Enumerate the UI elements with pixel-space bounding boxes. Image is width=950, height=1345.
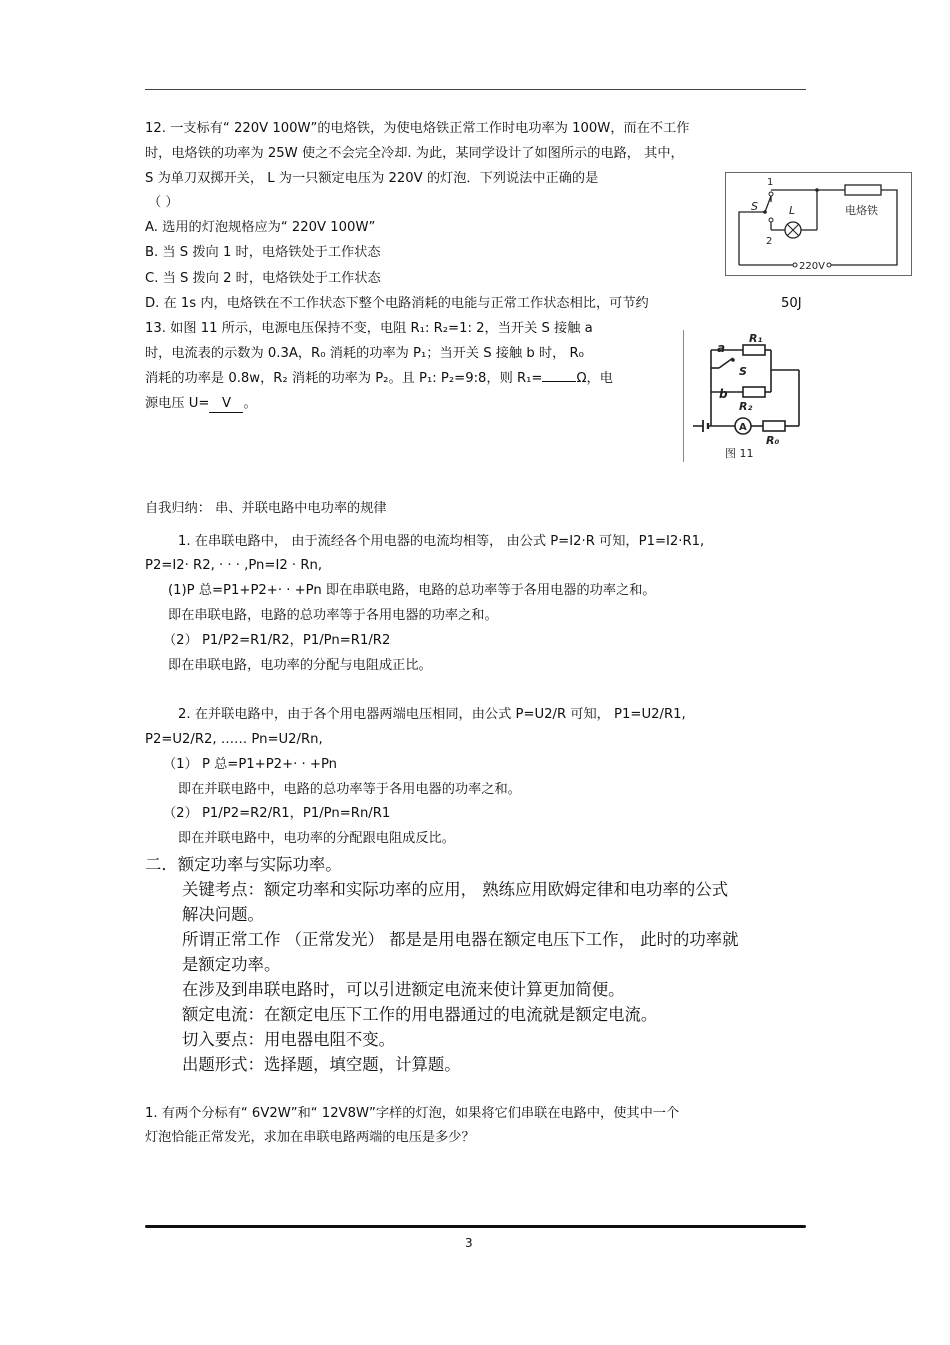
- q12-option-c: C. 当 S 拨向 2 时，电烙铁处于工作状态: [145, 271, 381, 286]
- q12-option-a: A. 选用的灯泡规格应为“ 220V 100W”: [145, 220, 376, 235]
- q12-answer-bracket: （ ）: [148, 195, 179, 210]
- summary-parallel-rule-2: （2） P1/P2=R2/R1，P1/Pn=Rn/R1: [163, 806, 391, 821]
- q12-line-2: 时，电烙铁的功率为 25W 使之不会完全冷却. 为此，某同学设计了如图所示的电路， 其中，: [145, 146, 684, 161]
- q12-line-3: S 为单刀双掷开关， L 为一只额定电压为 220V 的灯泡．下列说法中正确的是: [145, 171, 599, 186]
- section-2-line-5: 在涉及到串联电路时，可以引进额定电流来使计算更加简便。: [182, 980, 625, 999]
- q13-figure-label-s: S: [739, 365, 747, 378]
- q12-figure-iron-label: 电烙铁: [845, 204, 878, 217]
- q13-line-4: [145, 396, 257, 413]
- q13-blank-r1[interactable]: [542, 381, 576, 382]
- q12-option-b: B. 当 S 拨向 1 时，电烙铁处于工作状态: [145, 245, 381, 260]
- summary-series-line-2: P2=I2· R2, · · · ,Pn=I2 · Rn,: [145, 558, 323, 573]
- q13-figure-label-r2: R₂: [739, 400, 753, 413]
- q12-option-d: D. 在 1s 内，电烙铁在不工作状态下整个电路消耗的电能与正常工作状态相比，可节约: [145, 296, 649, 311]
- q12-figure-label-2: 2: [766, 236, 773, 247]
- q13-line-1: 13. 如图 11 所示，电源电压保持不变，电阻 R₁: R₂=1: 2，当开关 S 接触 a: [145, 321, 593, 336]
- section-2-line-4: 是额定功率。: [182, 955, 281, 974]
- summary-parallel-rule-1-note: 即在并联电路中，电路的总功率等于各用电器的功率之和。: [178, 782, 521, 797]
- summary-series-rule-2-note: 即在串联电路，电功率的分配与电阻成正比。: [168, 658, 432, 673]
- summary-series-line-1: 1. 在串联电路中， 由于流经各个用电器的电流均相等， 由公式 P=I2·R 可知，P1=I2·R1,: [178, 534, 705, 549]
- summary-heading: 自我归纳： 串、并联电路中电功率的规律: [145, 501, 387, 516]
- problem-1-line-1: 1. 有两个分标有“ 6V2W”和“ 12V8W”字样的灯泡，如果将它们串联在电路中，使其中一个: [145, 1106, 680, 1121]
- summary-parallel-rule-1: （1） P 总=P1+P2+· · +Pn: [163, 757, 338, 772]
- summary-series-rule-2: （2） P1/P2=R1/R2，P1/Pn=R1/R2: [163, 633, 391, 648]
- summary-series-rule-1: (1)P 总=P1+P2+· · +Pn 即在串联电路，电路的总功率等于各用电器的功率之和。: [168, 583, 656, 598]
- q13-line-3: [145, 371, 613, 387]
- summary-parallel-rule-2-note: 即在并联电路中，电功率的分配跟电阻成反比。: [178, 831, 455, 846]
- q13-line-2: 时，电流表的示数为 0.3A，R₀ 消耗的功率为 P₁；当开关 S 接触 b 时， R₀: [145, 346, 584, 361]
- summary-parallel-line-1: 2. 在并联电路中，由于各个用电器两端电压相同，由公式 P=U2/R 可知， P1=U2/R1,: [178, 707, 686, 722]
- q12-figure-label-l: L: [789, 204, 796, 217]
- summary-parallel-line-2: P2=U2/R2, …… Pn=U2/Rn,: [145, 732, 323, 747]
- q13-line-4-end: 。: [243, 396, 257, 411]
- q13-line-3-end: Ω，电: [576, 371, 613, 386]
- q13-figure-label-r0: R₀: [766, 434, 780, 447]
- q12-figure-label-1: 1: [767, 177, 774, 188]
- section-2-line-8: 出题形式：选择题，填空题，计算题。: [182, 1055, 461, 1074]
- header-rule: [145, 89, 806, 90]
- q13-circuit-figure: [683, 330, 807, 462]
- q13-figure-ammeter-label: A: [739, 422, 747, 433]
- page-number: 3: [465, 1236, 473, 1250]
- q13-line-3-text: 消耗的功率是 0.8w，R₂ 消耗的功率为 P₂。且 P₁: P₂=9:8，则 R₁=: [145, 371, 543, 386]
- summary-series-rule-1-note: 即在串联电路，电路的总功率等于各用电器的功率之和。: [168, 608, 498, 623]
- q13-figure-label-r1: R₁: [749, 332, 763, 345]
- q12-line-1: 12. 一支标有“ 220V 100W”的电烙铁，为使电烙铁正常工作时电功率为 100W，而在不工作: [145, 121, 690, 136]
- q13-blank-voltage[interactable]: V: [209, 396, 243, 413]
- section-2-line-2: 解决问题。: [182, 905, 264, 924]
- section-2-line-1: 关键考点：额定功率和实际功率的应用， 熟练应用欧姆定律和电功率的公式: [182, 880, 729, 899]
- problem-1-line-2: 灯泡恰能正常发光，求加在串联电路两端的电压是多少？: [145, 1130, 475, 1145]
- q12-circuit-figure: [725, 172, 913, 277]
- q13-figure-label-b: b: [719, 387, 728, 401]
- q13-figure-caption: 图 11: [725, 447, 754, 460]
- q12-option-d-value: 50J: [781, 296, 802, 311]
- section-2-line-3: 所谓正常工作 （正常发光） 都是是用电器在额定电压下工作， 此时的功率就: [182, 930, 739, 949]
- q12-figure-voltage-label: 220V: [799, 261, 825, 272]
- q12-figure-label-s: S: [751, 200, 758, 213]
- section-2-line-7: 切入要点：用电器电阻不变。: [182, 1030, 396, 1049]
- q13-line-4-text: 源电压 U=: [145, 396, 210, 411]
- section-2-title: 二．额定功率与实际功率。: [145, 855, 342, 874]
- footer-rule: [145, 1225, 806, 1228]
- section-2-line-6: 额定电流：在额定电压下工作的用电器通过的电流就是额定电流。: [182, 1005, 658, 1024]
- q13-figure-label-a: a: [717, 341, 726, 355]
